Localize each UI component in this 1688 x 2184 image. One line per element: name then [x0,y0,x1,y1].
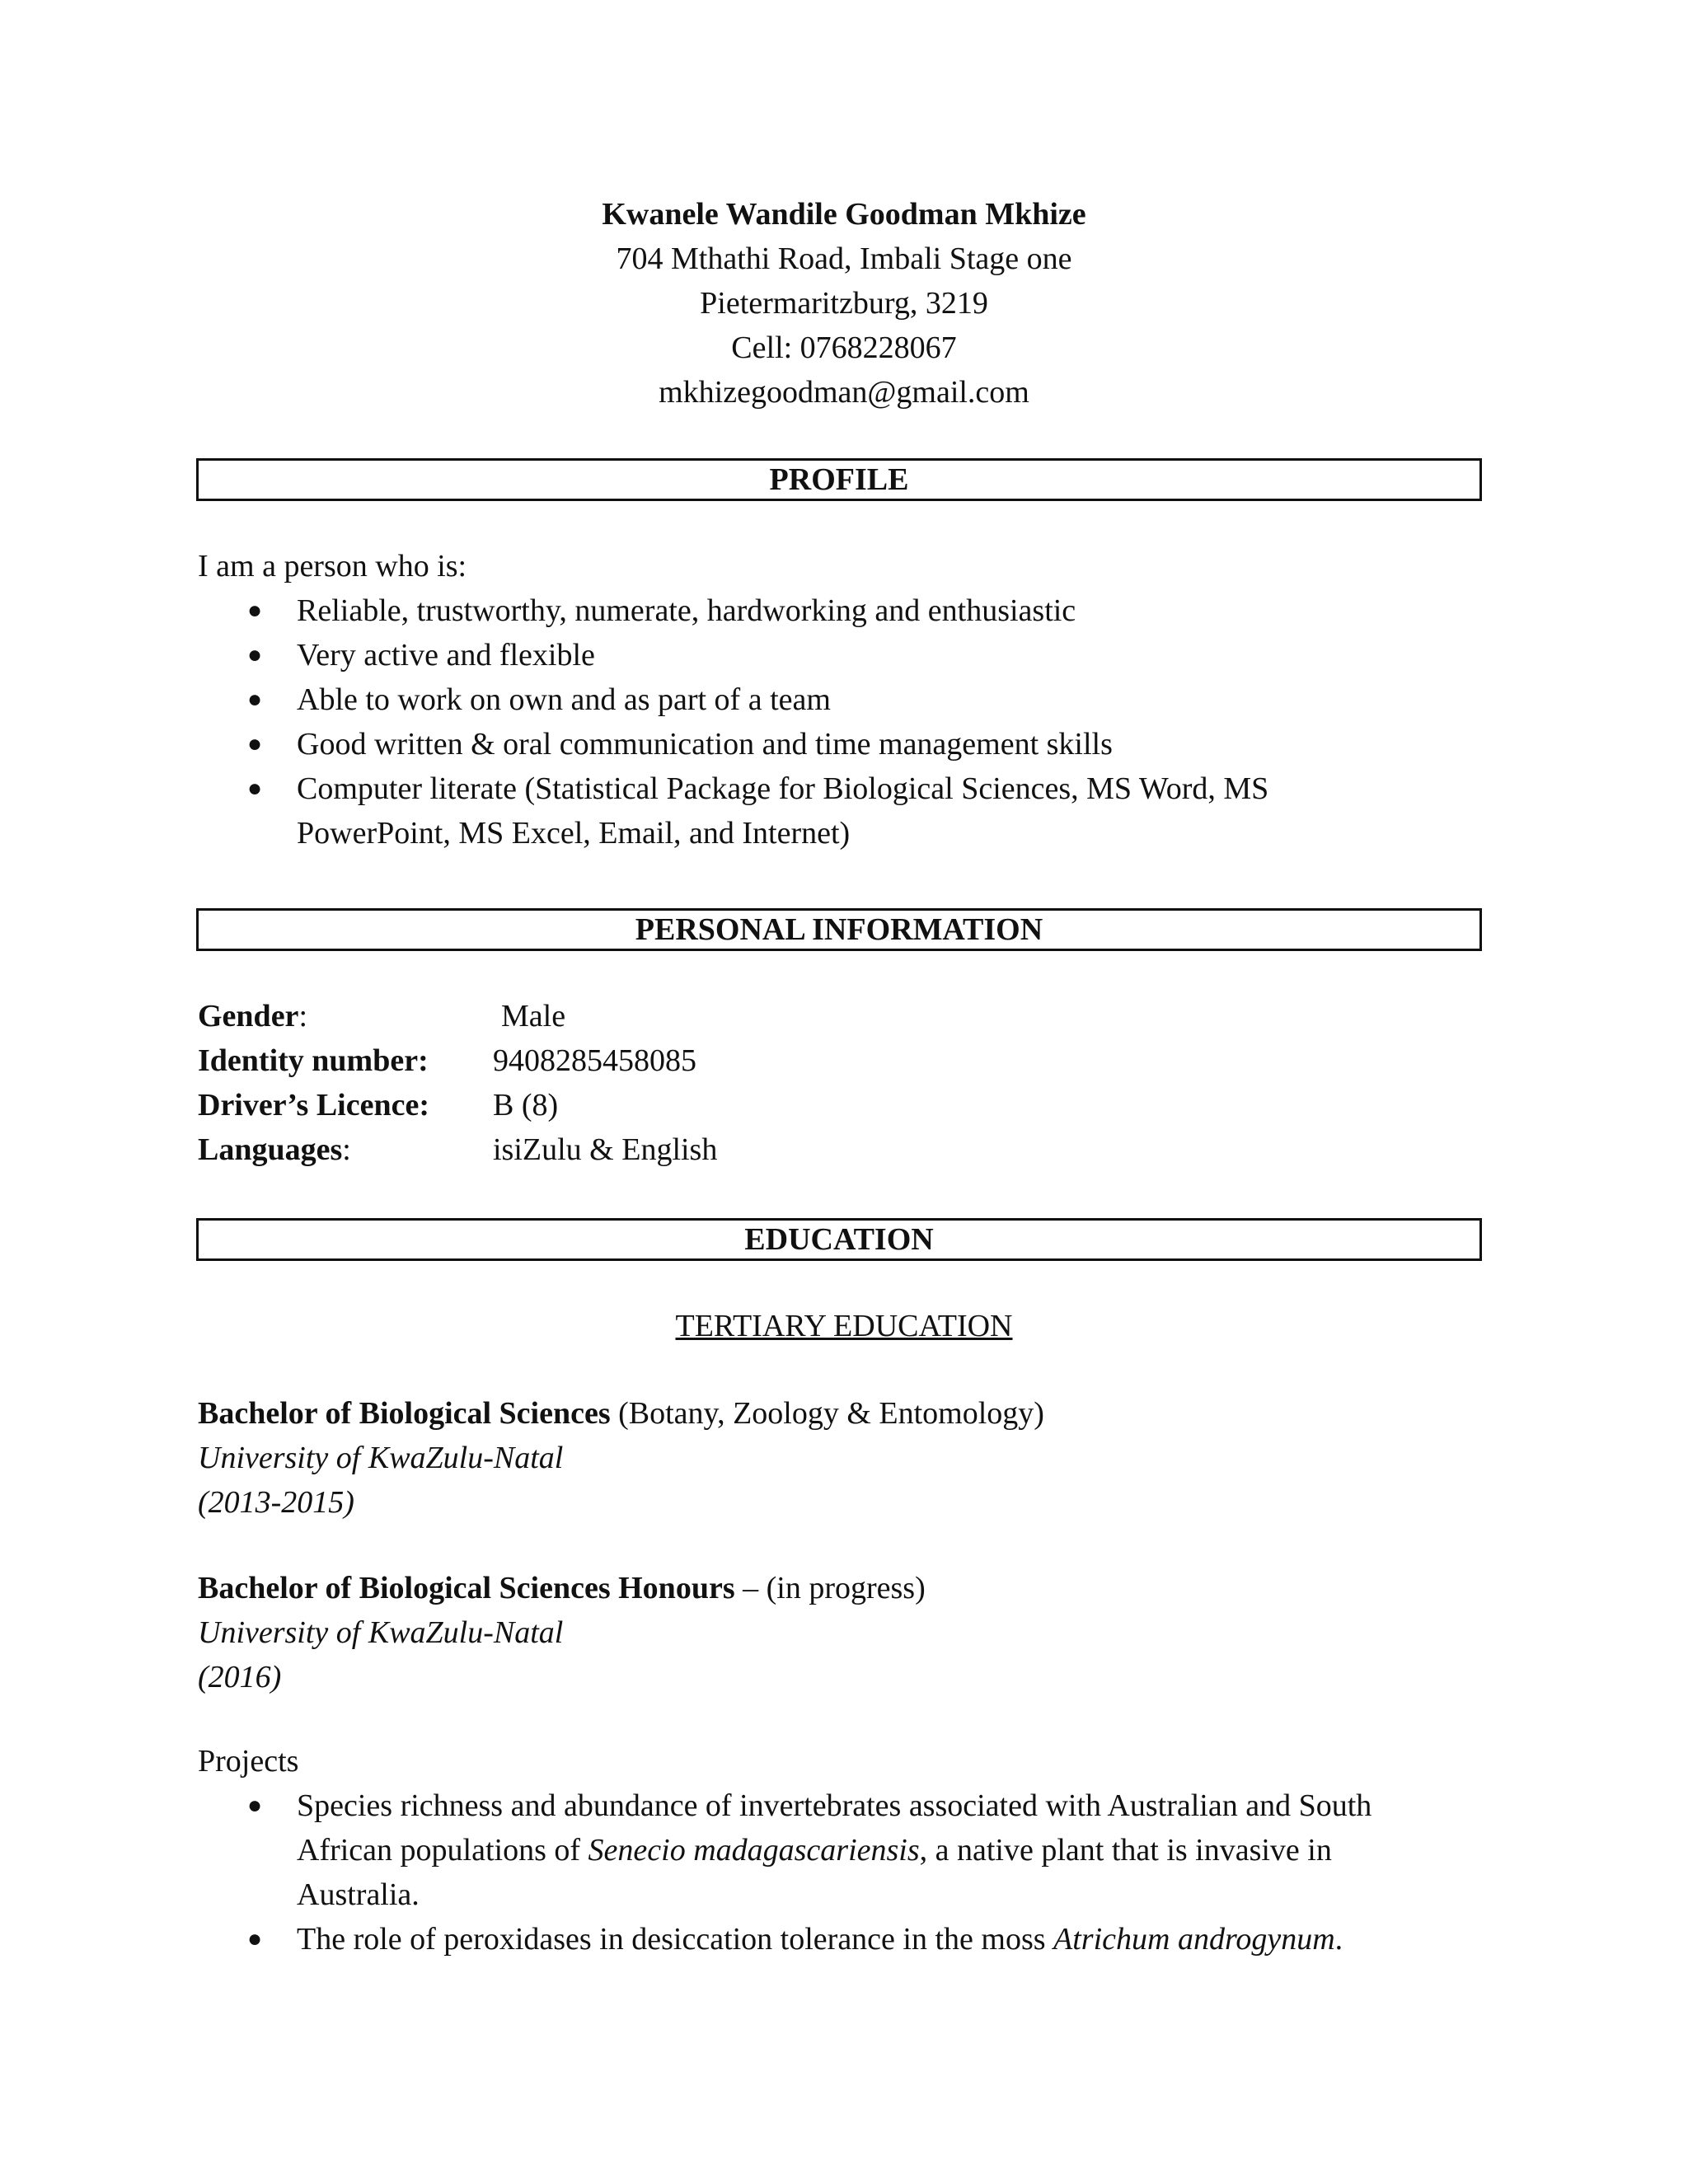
identity-number-value: 9408285458085 [493,1043,696,1078]
profile-intro: I am a person who is: [198,549,467,583]
personal-info-section-heading: PERSONAL INFORMATION [196,908,1482,951]
profile-section-heading: PROFILE [196,458,1482,501]
languages-label: Languages [198,1132,343,1167]
bullet-icon: ● [247,730,263,757]
bullet-icon: ● [247,597,263,624]
list-item: ● Species richness and abundance of invertebrates associated with Australian and South African populations of Senecio madagascariensis, a native plant that is invasive in Australia. [198,1783,1517,1917]
profile-section [198,544,1517,855]
bullet-icon: ● [247,641,263,668]
degree-1 [198,1391,1517,1525]
degree-name: Bachelor of Biological Sciences [198,1396,611,1431]
full-name: Kwanele Wandile Goodman Mkhize [602,197,1086,232]
list-item: ● Computer literate (Statistical Package for Biological Sciences, MS Word, MS PowerPoint, MS Excel, Email, and Internet) [198,766,1517,855]
list-item: ● The role of peroxidases in desiccation tolerance in the moss Atrichum androgynum. [198,1917,1517,1961]
contact-header [0,192,1688,415]
bullet-icon: ● [247,1925,263,1952]
degree-name: Bachelor of Biological Sciences Honours [198,1571,735,1605]
drivers-licence-label: Driver’s Licence: [198,1088,429,1122]
personal-info-section [198,994,1517,1172]
list-item: ● Good written & oral communication and time management skills [198,722,1517,766]
bullet-icon: ● [247,686,263,713]
bullet-icon: ● [247,1792,263,1819]
degree-years: (2013-2015) [198,1485,354,1520]
identity-number-row [198,1038,1517,1083]
list-item: ● Very active and flexible [198,633,1517,677]
languages-row: Languages: isiZulu & English [198,1127,1517,1172]
degree-institution: University of KwaZulu-Natal [198,1441,564,1475]
drivers-licence-row [198,1083,1517,1127]
identity-number-label: Identity number: [198,1043,429,1078]
education-section-heading: EDUCATION [196,1218,1482,1261]
profile-list [198,588,1517,855]
degree-years: (2016) [198,1660,282,1694]
degree-institution: University of KwaZulu-Natal [198,1615,564,1650]
list-item: ● Reliable, trustworthy, numerate, hardworking and enthusiastic [198,588,1517,633]
degree-detail: – (in progress) [734,1571,926,1605]
projects-section [198,1739,1517,1961]
degree-2 [198,1566,1517,1699]
projects-list [198,1783,1517,1961]
email-address: mkhizegoodman@gmail.com [659,375,1029,410]
projects-label: Projects [198,1744,299,1779]
gender-label: Gender [198,999,299,1033]
gender-value: Male [501,999,566,1033]
bullet-icon: ● [247,775,263,802]
degree-detail: (Botany, Zoology & Entomology) [610,1396,1044,1431]
list-item: ● Able to work on own and as part of a team [198,677,1517,722]
address-line-1: 704 Mthathi Road, Imbali Stage one [616,241,1072,276]
species-name: Senecio madagascariensis [588,1833,920,1868]
drivers-licence-value: B (8) [493,1088,559,1122]
species-name: Atrichum androgynum [1053,1922,1335,1957]
gender-row: Gender: Male [198,994,1517,1038]
tertiary-education-subheading: TERTIARY EDUCATION [675,1309,1013,1343]
cell-number: Cell: 0768228067 [731,330,957,365]
address-line-2: Pietermaritzburg, 3219 [700,286,988,321]
languages-value: isiZulu & English [493,1132,718,1167]
